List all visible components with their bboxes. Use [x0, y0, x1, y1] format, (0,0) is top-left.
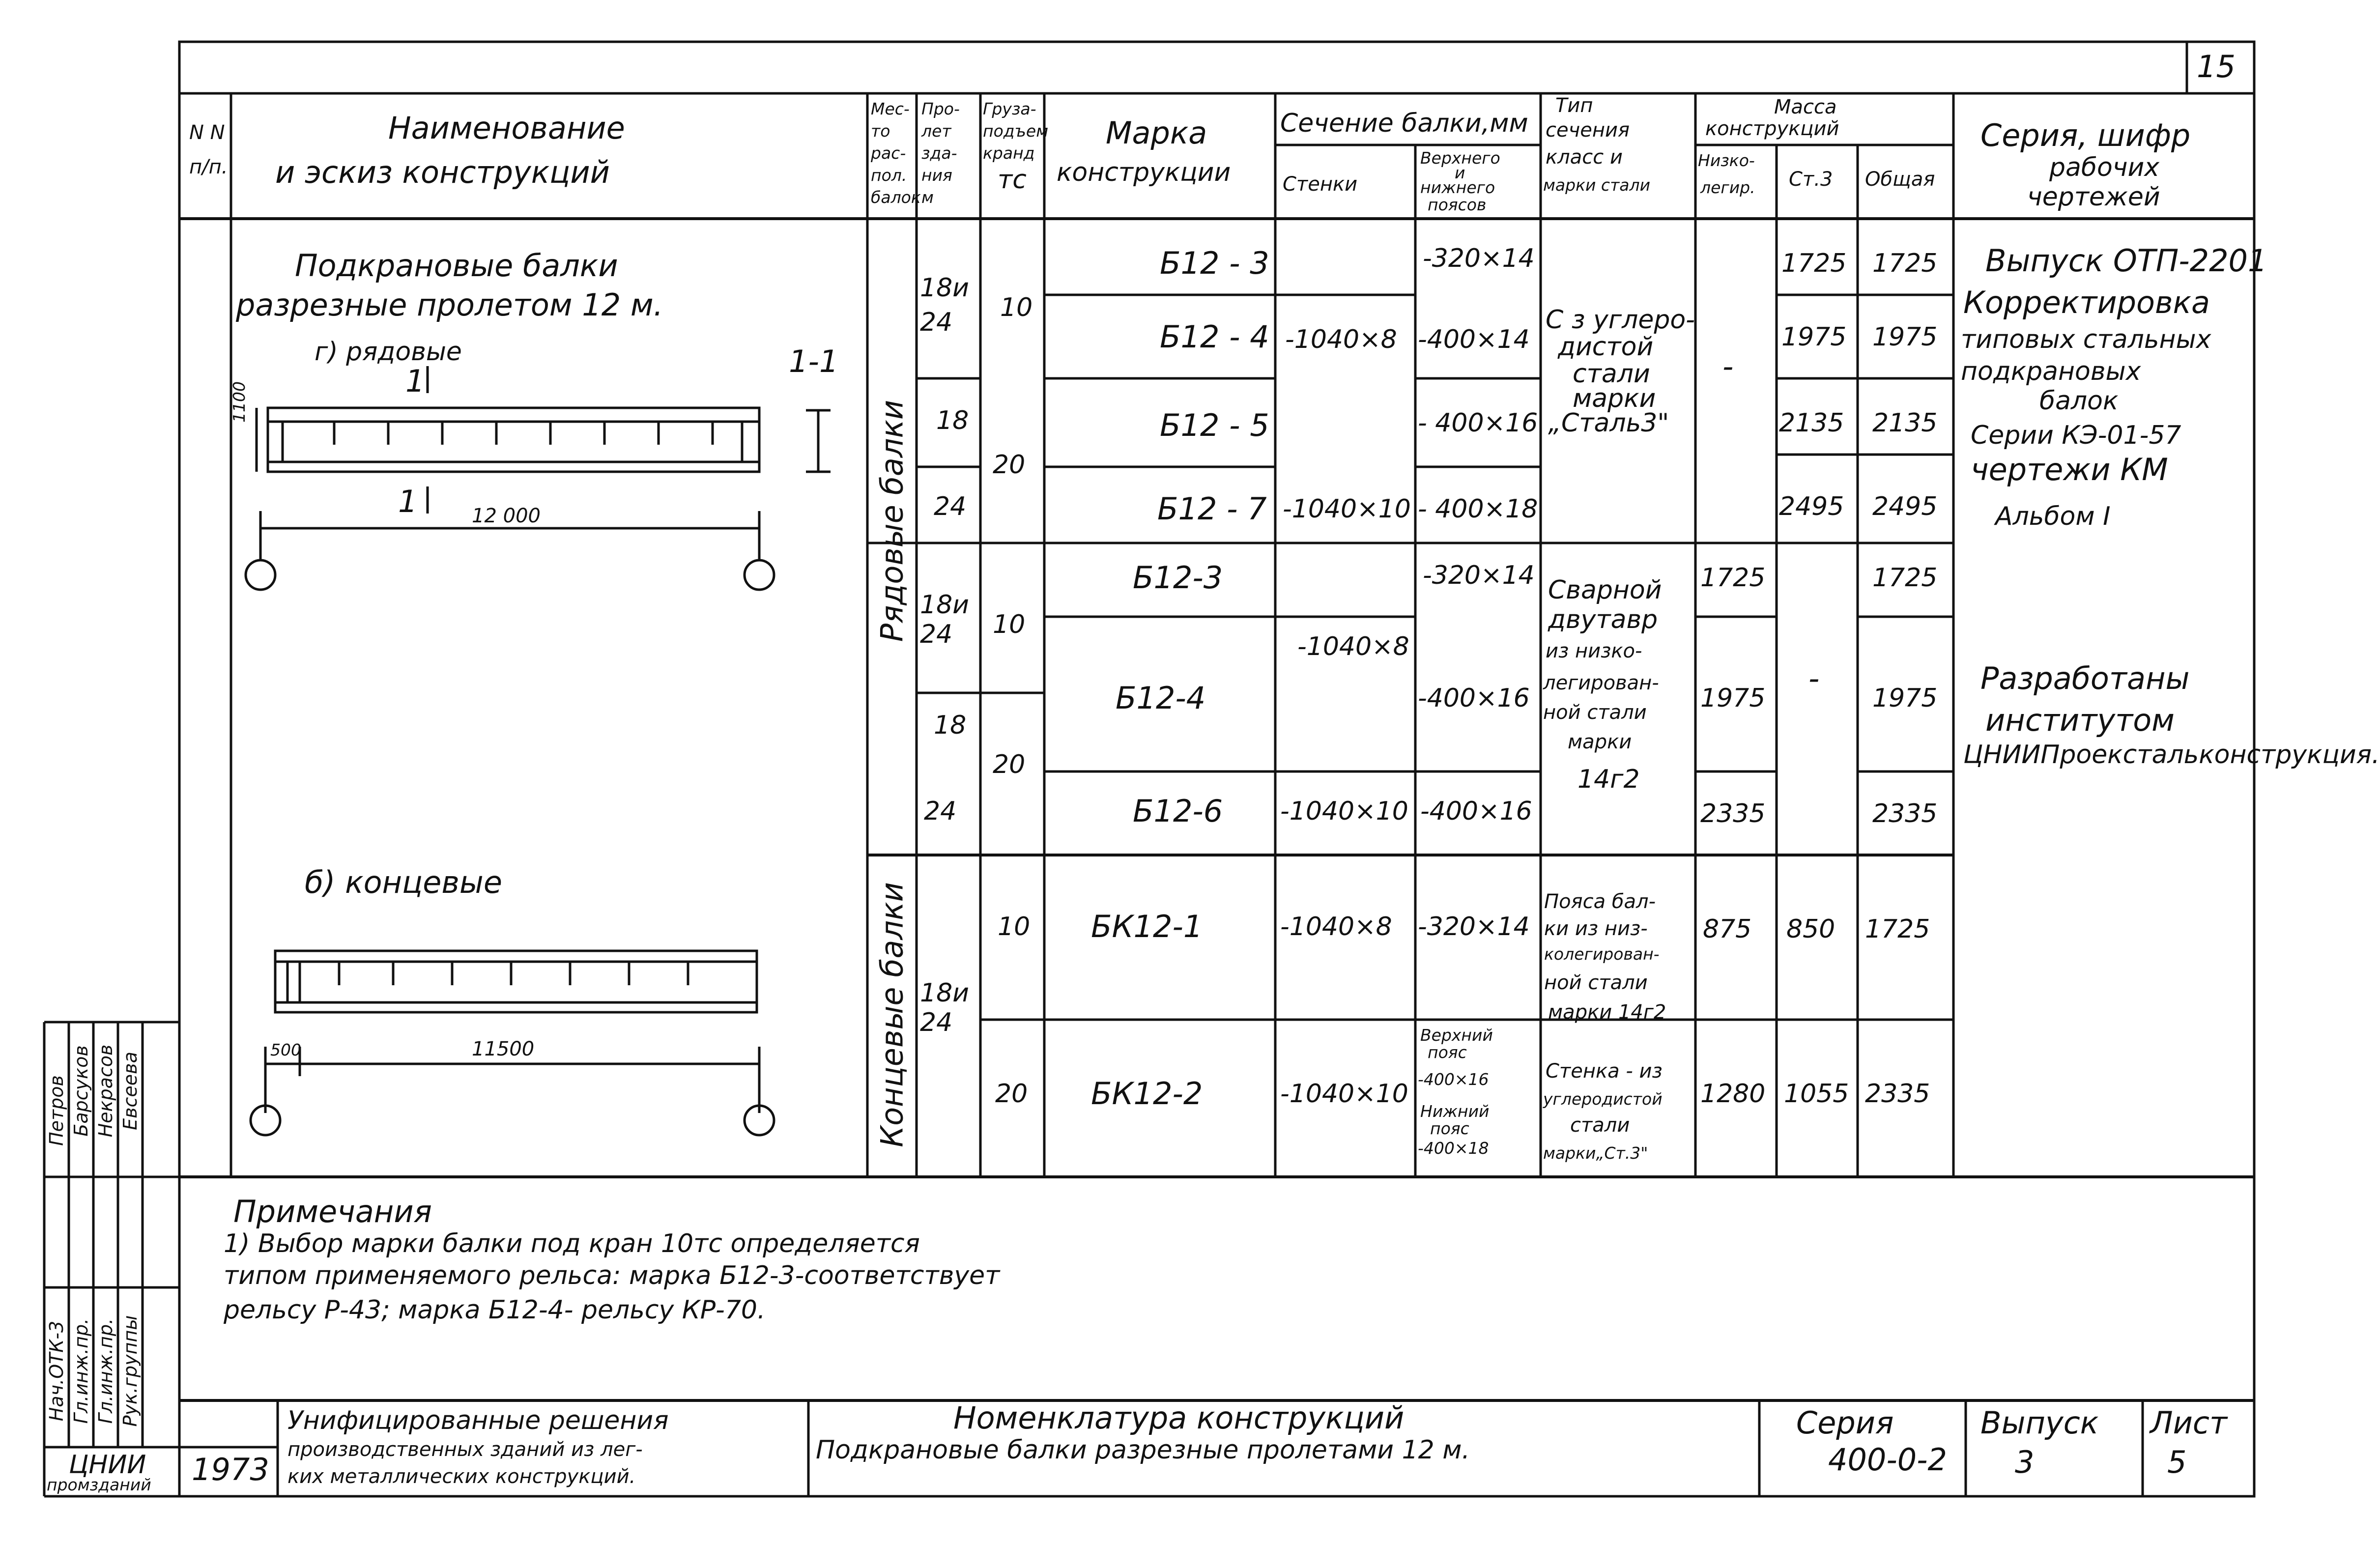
sketch-title-1: Подкрановые балки: [295, 248, 618, 284]
group-label-end: Концевые балки: [874, 882, 910, 1147]
name-1: Номенклатура конструкций: [953, 1400, 1405, 1436]
header-section: Сечение балки,мм: [1280, 109, 1528, 138]
header-place-3: рас-: [871, 143, 906, 163]
header-cap-1: Груза-: [983, 99, 1036, 118]
header-steel-1: Тип: [1555, 94, 1593, 117]
header-name-1: Наименование: [388, 110, 625, 146]
r5-tot: 1725: [1865, 914, 1930, 944]
ordinary-beam-sketch: [246, 363, 831, 590]
r1-mark2: Б12 - 4: [1160, 319, 1269, 355]
header-flanges-3: нижнего: [1420, 178, 1495, 197]
desc-3: ких металлических конструкций.: [287, 1465, 636, 1488]
r6-fl-2: пояс: [1428, 1043, 1467, 1062]
r6-la: 1280: [1700, 1079, 1766, 1109]
org-name-1: ЦНИИ: [69, 1450, 146, 1480]
series-b-1: Разработаны: [1980, 660, 2190, 696]
span-dim: 12 000: [472, 505, 541, 527]
header-low-alloy-1: Низко-: [1698, 151, 1755, 170]
r2-span24: 24: [934, 492, 967, 521]
r5-st3: 850: [1786, 914, 1835, 944]
section-mark: 1-1: [789, 343, 839, 379]
r5-span-a: 18и: [920, 978, 969, 1008]
issue-label: Выпуск: [1980, 1405, 2099, 1441]
end-label: б) концевые: [305, 864, 503, 900]
sheet-corner-number: 15: [2197, 49, 2236, 85]
r2-tot-2: 2495: [1872, 492, 1938, 521]
header-num-2: п/п.: [189, 156, 228, 178]
r5-span: 24: [920, 1008, 953, 1037]
r4-web: -1040×10: [1280, 797, 1408, 826]
r6-fl-1: Верхний: [1420, 1026, 1493, 1045]
steel-d-3: стали: [1570, 1114, 1630, 1137]
header-low-alloy-2: легир.: [1700, 178, 1755, 197]
series-b-2: институтом: [1985, 702, 2175, 738]
header-flanges-4: поясов: [1428, 195, 1487, 214]
steel-b-2: двутавр: [1548, 605, 1658, 634]
r6-fl-4: Нижний: [1420, 1102, 1490, 1121]
r3-mark2: Б12-4: [1116, 680, 1206, 716]
r2-tot-1: 2135: [1872, 408, 1938, 438]
r2-st3-2: 2495: [1779, 492, 1844, 521]
low-alloy-a: -: [1722, 348, 1734, 384]
notes-line-2: типом применяемого рельса: марка Б12-3-соответствует: [224, 1261, 1000, 1290]
header-series-2: рабочих: [2049, 153, 2160, 182]
stamp-name-4: Евсеева: [119, 1052, 141, 1130]
r5-la: 875: [1703, 914, 1752, 944]
r1-web: -1040×8: [1285, 325, 1397, 354]
header-place-1: Мес-: [871, 99, 910, 118]
steel-a-4: марки: [1573, 384, 1656, 413]
org-name-2: промзданий: [47, 1475, 151, 1494]
r3-span-a: 18и: [920, 590, 969, 620]
header-steel-2: сечения: [1546, 119, 1630, 142]
cut-mark-bottom: 1: [398, 484, 418, 519]
desc-2: производственных зданий из лег-: [287, 1438, 643, 1461]
series-a-6: Серии КЭ-01-57: [1971, 421, 2181, 450]
steel-d-2: углеродистой: [1543, 1089, 1663, 1109]
r3-mark1: Б12-3: [1133, 560, 1223, 596]
header-span-3: зда-: [921, 143, 957, 163]
r2-fl2: - 400×18: [1418, 494, 1538, 524]
r1-fl2: -400×14: [1418, 325, 1530, 354]
r4-fl: -400×16: [1420, 797, 1532, 826]
header-num-1: N N: [189, 121, 225, 144]
series-label: Серия: [1796, 1405, 1894, 1441]
header-flanges-2: и: [1455, 163, 1465, 182]
height-dim: 1100: [229, 381, 249, 423]
header-cap-3: кранд: [983, 143, 1035, 163]
desc-1: Унифицированные решения: [287, 1406, 669, 1435]
series-a-2: Корректировка: [1963, 285, 2210, 320]
r4-span18: 18: [934, 711, 967, 740]
r6-fl-5: пояс: [1430, 1119, 1469, 1138]
stamp-role-3: Гл.инж.пр.: [95, 1318, 116, 1424]
r2-web2: -1040×10: [1283, 494, 1411, 524]
end-dim-a: 500: [270, 1040, 301, 1059]
header-place-2: то: [871, 121, 890, 141]
r3-tot-1: 1725: [1872, 563, 1938, 593]
series-a-3: типовых стальных: [1961, 325, 2211, 354]
header-span-5: м: [921, 188, 934, 207]
r4-la: 2335: [1700, 799, 1766, 828]
steel-a-2: дистой: [1558, 332, 1654, 362]
header-cap-2: подъем: [983, 121, 1049, 141]
issue-value: 3: [2015, 1444, 2035, 1480]
r1-span-a: 18и: [920, 273, 969, 303]
r6-tot: 2335: [1865, 1079, 1930, 1109]
r6-st3: 1055: [1784, 1079, 1849, 1109]
r4-tot: 2335: [1872, 799, 1938, 828]
series-a-8: Альбом I: [1995, 502, 2111, 531]
notes-line-1: 1) Выбор марки балки под кран 10тс определяется: [224, 1229, 920, 1258]
steel-b-5: ной стали: [1543, 701, 1647, 724]
notes-line-3: рельсу Р-43; марка Б12-4- рельсу КР-70.: [224, 1295, 766, 1325]
header-name-2: и эскиз конструкций: [275, 154, 610, 190]
ordinary-label: г) рядовые: [315, 337, 462, 367]
r5-fl: -320×14: [1418, 912, 1530, 942]
r3-fl2: -400×16: [1418, 684, 1530, 713]
header-mark-2: конструкции: [1057, 158, 1231, 187]
steel-b-1: Сварной: [1548, 575, 1662, 605]
steel-c-1: Пояса бал-: [1544, 890, 1656, 913]
r3-web: -1040×8: [1297, 632, 1409, 661]
header-series-3: чертежей: [2027, 182, 2160, 212]
r3-la-1: 1725: [1700, 563, 1766, 593]
series-b-3: ЦНИИПроекстальконструкция.: [1963, 740, 2380, 770]
year: 1973: [192, 1452, 269, 1487]
r6-fl-3: -400×16: [1418, 1070, 1489, 1089]
stamp-role-2: Гл.инж.пр.: [70, 1318, 92, 1424]
header-steel-3: класс и: [1546, 146, 1623, 169]
header-total: Общая: [1865, 168, 1935, 191]
header-series-1: Серия, шифр: [1980, 117, 2191, 153]
r1-st3-1: 1725: [1781, 249, 1847, 278]
steel-c-2: ки из низ-: [1544, 917, 1648, 940]
stamp-role-1: Нач.ОТК-3: [46, 1320, 67, 1422]
header-st3: Ст.3: [1789, 168, 1833, 191]
r5-web: -1040×8: [1280, 912, 1392, 942]
steel-b-3: из низко-: [1546, 640, 1642, 662]
series-a-1: Выпуск ОТП-2201: [1985, 243, 2267, 279]
r6-fl-6: -400×18: [1418, 1139, 1489, 1158]
header-span-1: Про-: [921, 99, 960, 118]
r3-tot-2: 1975: [1872, 684, 1938, 713]
r5-mark: БК12-1: [1091, 909, 1203, 944]
series-a-7: чертежи КМ: [1971, 452, 2168, 487]
header-mass-2: конструкций: [1705, 117, 1839, 140]
r6-web: -1040×10: [1280, 1079, 1408, 1109]
header-cap-4: тс: [998, 165, 1027, 195]
series-a-5: балок: [2039, 386, 2119, 416]
series-value: 400-0-2: [1828, 1442, 1947, 1478]
r1-cap: 10: [1000, 293, 1033, 322]
steel-d-4: марки„Ст.3": [1543, 1143, 1648, 1163]
r2-cap: 20: [993, 450, 1026, 480]
r6-mark: БК12-2: [1091, 1076, 1203, 1112]
steel-a-1: С з углеро-: [1546, 305, 1695, 335]
name-2: Подкрановые балки разрезные пролетами 12 м.: [816, 1435, 1470, 1465]
r2-span18: 18: [936, 406, 969, 435]
r3-st3: -: [1808, 660, 1820, 696]
sheet-value: 5: [2167, 1444, 2187, 1480]
r2-fl1: - 400×16: [1418, 408, 1538, 438]
r2-mark2: Б12 - 7: [1157, 491, 1267, 527]
header-steel-4: марки стали: [1543, 175, 1651, 195]
steel-b-6: марки: [1568, 731, 1632, 753]
steel-c-4: ной стали: [1544, 971, 1648, 994]
stamp-name-3: Некрасов: [95, 1044, 116, 1138]
r1-mark1: Б12 - 3: [1160, 245, 1269, 281]
r5-cap: 10: [998, 912, 1031, 942]
stamp-role-4: Рук.группы: [119, 1315, 141, 1427]
header-mark-1: Марка: [1106, 115, 1207, 151]
header-flanges-1: Верхнего: [1420, 148, 1500, 168]
r3-fl1: -320×14: [1423, 561, 1535, 590]
steel-b-7: 14г2: [1577, 765, 1640, 794]
sheet-label: Лист: [2150, 1405, 2228, 1441]
end-dim-b: 11500: [472, 1038, 535, 1060]
header-place-5: балок: [871, 188, 921, 207]
r2-st3-1: 2135: [1779, 408, 1844, 438]
r2-mark1: Б12 - 5: [1160, 407, 1269, 443]
r1-fl1: -320×14: [1423, 244, 1535, 273]
r3-la-2: 1975: [1700, 684, 1766, 713]
r4-mark: Б12-6: [1133, 793, 1223, 829]
notes-title: Примечания: [233, 1194, 432, 1229]
group-label-ordinary: Рядовые балки: [874, 400, 910, 642]
r1-st3-2: 1975: [1781, 322, 1847, 352]
header-span-4: ния: [921, 166, 952, 185]
header-place-4: пол.: [871, 166, 907, 185]
r6-cap: 20: [995, 1079, 1028, 1109]
stamp-name-1: Петров: [46, 1075, 67, 1146]
header-mass-1: Масса: [1774, 96, 1837, 118]
r3-span: 24: [920, 620, 953, 649]
steel-a-3: стали: [1573, 359, 1650, 389]
cut-mark-top: 1: [405, 363, 425, 399]
stamp-name-2: Барсуков: [70, 1045, 92, 1137]
r4-cap: 20: [993, 750, 1026, 779]
r1-tot-2: 1975: [1872, 322, 1938, 352]
header-span-2: лет: [921, 121, 951, 141]
series-a-4: подкрановых: [1961, 357, 2141, 386]
r3-cap: 10: [993, 610, 1026, 639]
sketch-title-2: разрезные пролетом 12 м.: [236, 287, 663, 323]
steel-d-1: Стенка - из: [1546, 1060, 1663, 1083]
r1-span: 24: [920, 308, 953, 337]
steel-c-5: марки 14г2: [1548, 1001, 1666, 1024]
steel-c-3: колегирован-: [1544, 944, 1660, 964]
header-web: Стенки: [1283, 173, 1358, 196]
steel-a-5: „Сталь3": [1548, 408, 1669, 438]
steel-b-4: легирован-: [1543, 672, 1659, 694]
r1-tot-1: 1725: [1872, 249, 1938, 278]
r4-span24: 24: [924, 797, 957, 826]
